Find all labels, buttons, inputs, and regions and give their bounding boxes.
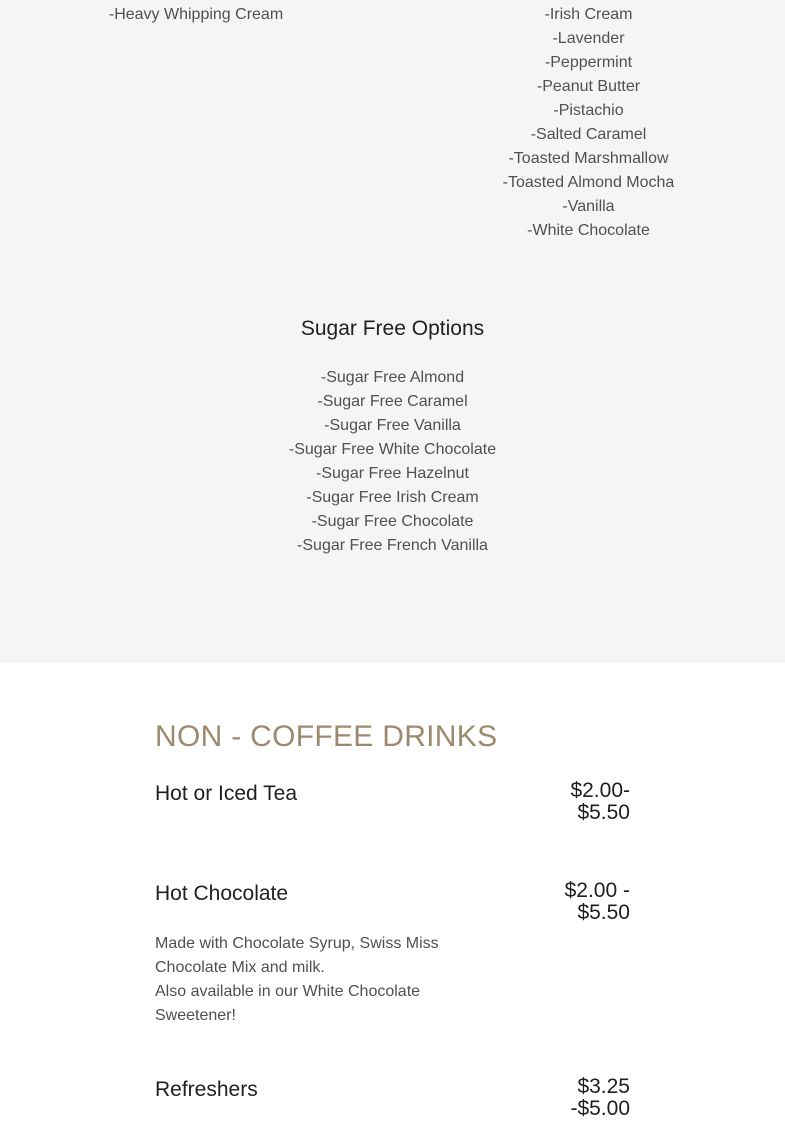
description-line: Made with Chocolate Syrup, Swiss Miss xyxy=(155,935,439,952)
description-line: Sweetener! xyxy=(155,1007,236,1024)
sugar-free-item: -Sugar Free White Chocolate xyxy=(288,441,497,458)
flavor-item: -Peppermint xyxy=(544,54,633,71)
toppings-column xyxy=(0,3,392,27)
sugar-free-item: -Sugar Free French Vanilla xyxy=(297,537,488,554)
flavor-item: -Pistachio xyxy=(553,102,624,119)
sugar-free-item: -Sugar Free Irish Cream xyxy=(306,489,479,506)
menu-item-name: Hot or Iced Tea xyxy=(155,782,298,805)
price-line: $2.00 - xyxy=(564,879,630,902)
sugar-free-item: -Sugar Free Almond xyxy=(320,369,465,386)
menu-item-name: Refreshers xyxy=(155,1078,258,1101)
sugar-free-item: -Sugar Free Chocolate xyxy=(311,513,474,530)
flavor-item: -White Chocolate xyxy=(527,222,650,239)
flavor-item: -Peanut Butter xyxy=(536,78,641,95)
description-line: Also available in our White Chocolate xyxy=(155,983,421,1000)
price-line: -$5.00 xyxy=(570,1097,630,1120)
flavors-column xyxy=(392,3,785,243)
flavor-item: -Irish Cream xyxy=(544,6,633,23)
price-line: $2.00- xyxy=(570,779,630,802)
price-line: $5.50 xyxy=(577,801,630,824)
menu-item-price xyxy=(490,780,630,824)
flavor-item: -Lavender xyxy=(552,30,625,47)
sugar-free-title: Sugar Free Options xyxy=(300,317,485,340)
menu-item-price xyxy=(490,880,630,924)
sugar-free-item: -Sugar Free Hazelnut xyxy=(316,465,469,482)
topping-item: -Heavy Whipping Cream xyxy=(108,6,284,23)
sugar-free-item: -Sugar Free Vanilla xyxy=(324,417,461,434)
sugar-free-item: -Sugar Free Caramel xyxy=(317,393,468,410)
price-line: $3.25 xyxy=(577,1075,630,1098)
menu-item-name: Hot Chocolate xyxy=(155,882,289,905)
flavor-item: -Vanilla xyxy=(562,198,615,215)
sugar-free-list xyxy=(0,366,785,558)
flavor-item: -Salted Caramel xyxy=(530,126,647,143)
price-line: $5.50 xyxy=(577,901,630,924)
menu-item-price xyxy=(490,1076,630,1120)
section-heading: NON - COFFEE DRINKS xyxy=(155,720,498,753)
flavor-item: -Toasted Marshmallow xyxy=(508,150,669,167)
flavor-item: -Toasted Almond Mocha xyxy=(502,174,675,191)
menu-item-description xyxy=(155,932,475,1028)
description-line: Chocolate Mix and milk. xyxy=(155,959,325,976)
